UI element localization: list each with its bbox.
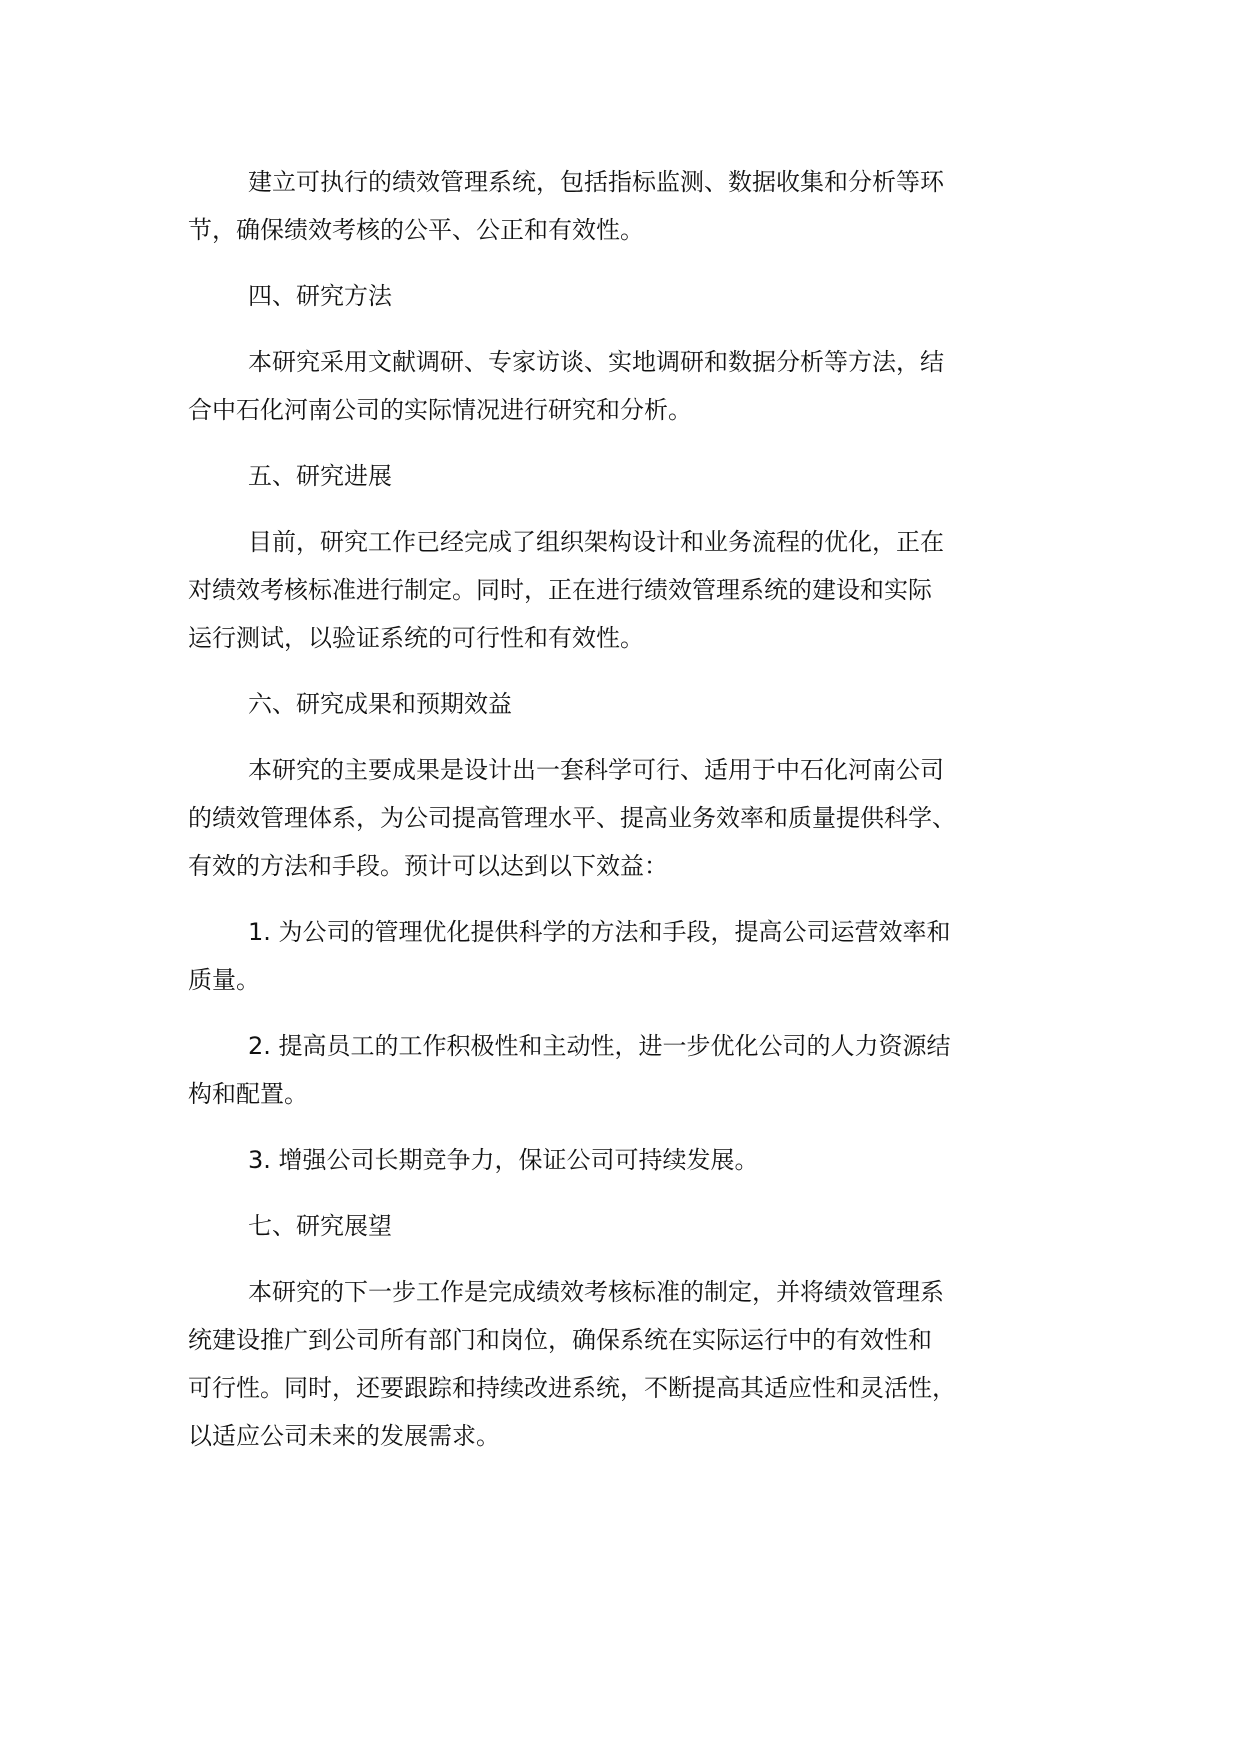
paragraph-line: 以适应公司未来的发展需求。 [188,1422,500,1450]
paragraph-line: 本研究的主要成果是设计出一套科学可行、适用于中石化河南公司 [248,756,944,784]
paragraph-research-progress [188,518,1088,662]
section-heading: 五、研究进展 [248,462,392,490]
paragraph-line: 2. 提高员工的工作积极性和主动性，进一步优化公司的人力资源结 [248,1032,951,1060]
paragraph-line: 有效的方法和手段。预计可以达到以下效益： [188,852,668,880]
list-item-1 [188,908,1088,1004]
section-heading: 七、研究展望 [248,1212,392,1240]
paragraph-line: 运行测试，以验证系统的可行性和有效性。 [188,624,644,652]
paragraph-line: 的绩效管理体系，为公司提高管理水平、提高业务效率和质量提供科学、 [188,804,956,832]
list-item-2 [188,1022,1088,1118]
paragraph-line: 建立可执行的绩效管理系统，包括指标监测、数据收集和分析等环 [248,168,944,196]
heading-research-methods [188,272,1088,320]
paragraph-line: 统建设推广到公司所有部门和岗位，确保系统在实际运行中的有效性和 [188,1326,932,1354]
section-heading: 四、研究方法 [248,282,392,310]
paragraph-line: 质量。 [188,966,260,994]
paragraph-system-build [188,158,1088,254]
heading-research-outlook [188,1202,1088,1250]
heading-research-progress [188,452,1088,500]
paragraph-research-outlook [188,1268,1088,1460]
document-body [188,158,1088,1478]
paragraph-line: 目前，研究工作已经完成了组织架构设计和业务流程的优化，正在 [248,528,944,556]
paragraph-results-benefits [188,746,1088,890]
paragraph-line: 合中石化河南公司的实际情况进行研究和分析。 [188,396,692,424]
paragraph-line: 节，确保绩效考核的公平、公正和有效性。 [188,216,644,244]
paragraph-line: 构和配置。 [188,1080,308,1108]
paragraph-line: 对绩效考核标准进行制定。同时，正在进行绩效管理系统的建设和实际 [188,576,932,604]
paragraph-line: 1. 为公司的管理优化提供科学的方法和手段，提高公司运营效率和 [248,918,951,946]
paragraph-research-methods [188,338,1088,434]
paragraph-line: 本研究采用文献调研、专家访谈、实地调研和数据分析等方法，结 [248,348,944,376]
paragraph-line: 本研究的下一步工作是完成绩效考核标准的制定，并将绩效管理系 [248,1278,944,1306]
heading-results-benefits [188,680,1088,728]
list-item-3 [188,1136,1088,1184]
section-heading: 六、研究成果和预期效益 [248,690,512,718]
paragraph-line: 可行性。同时，还要跟踪和持续改进系统，不断提高其适应性和灵活性， [188,1374,956,1402]
paragraph-line: 3. 增强公司长期竞争力，保证公司可持续发展。 [248,1146,759,1174]
